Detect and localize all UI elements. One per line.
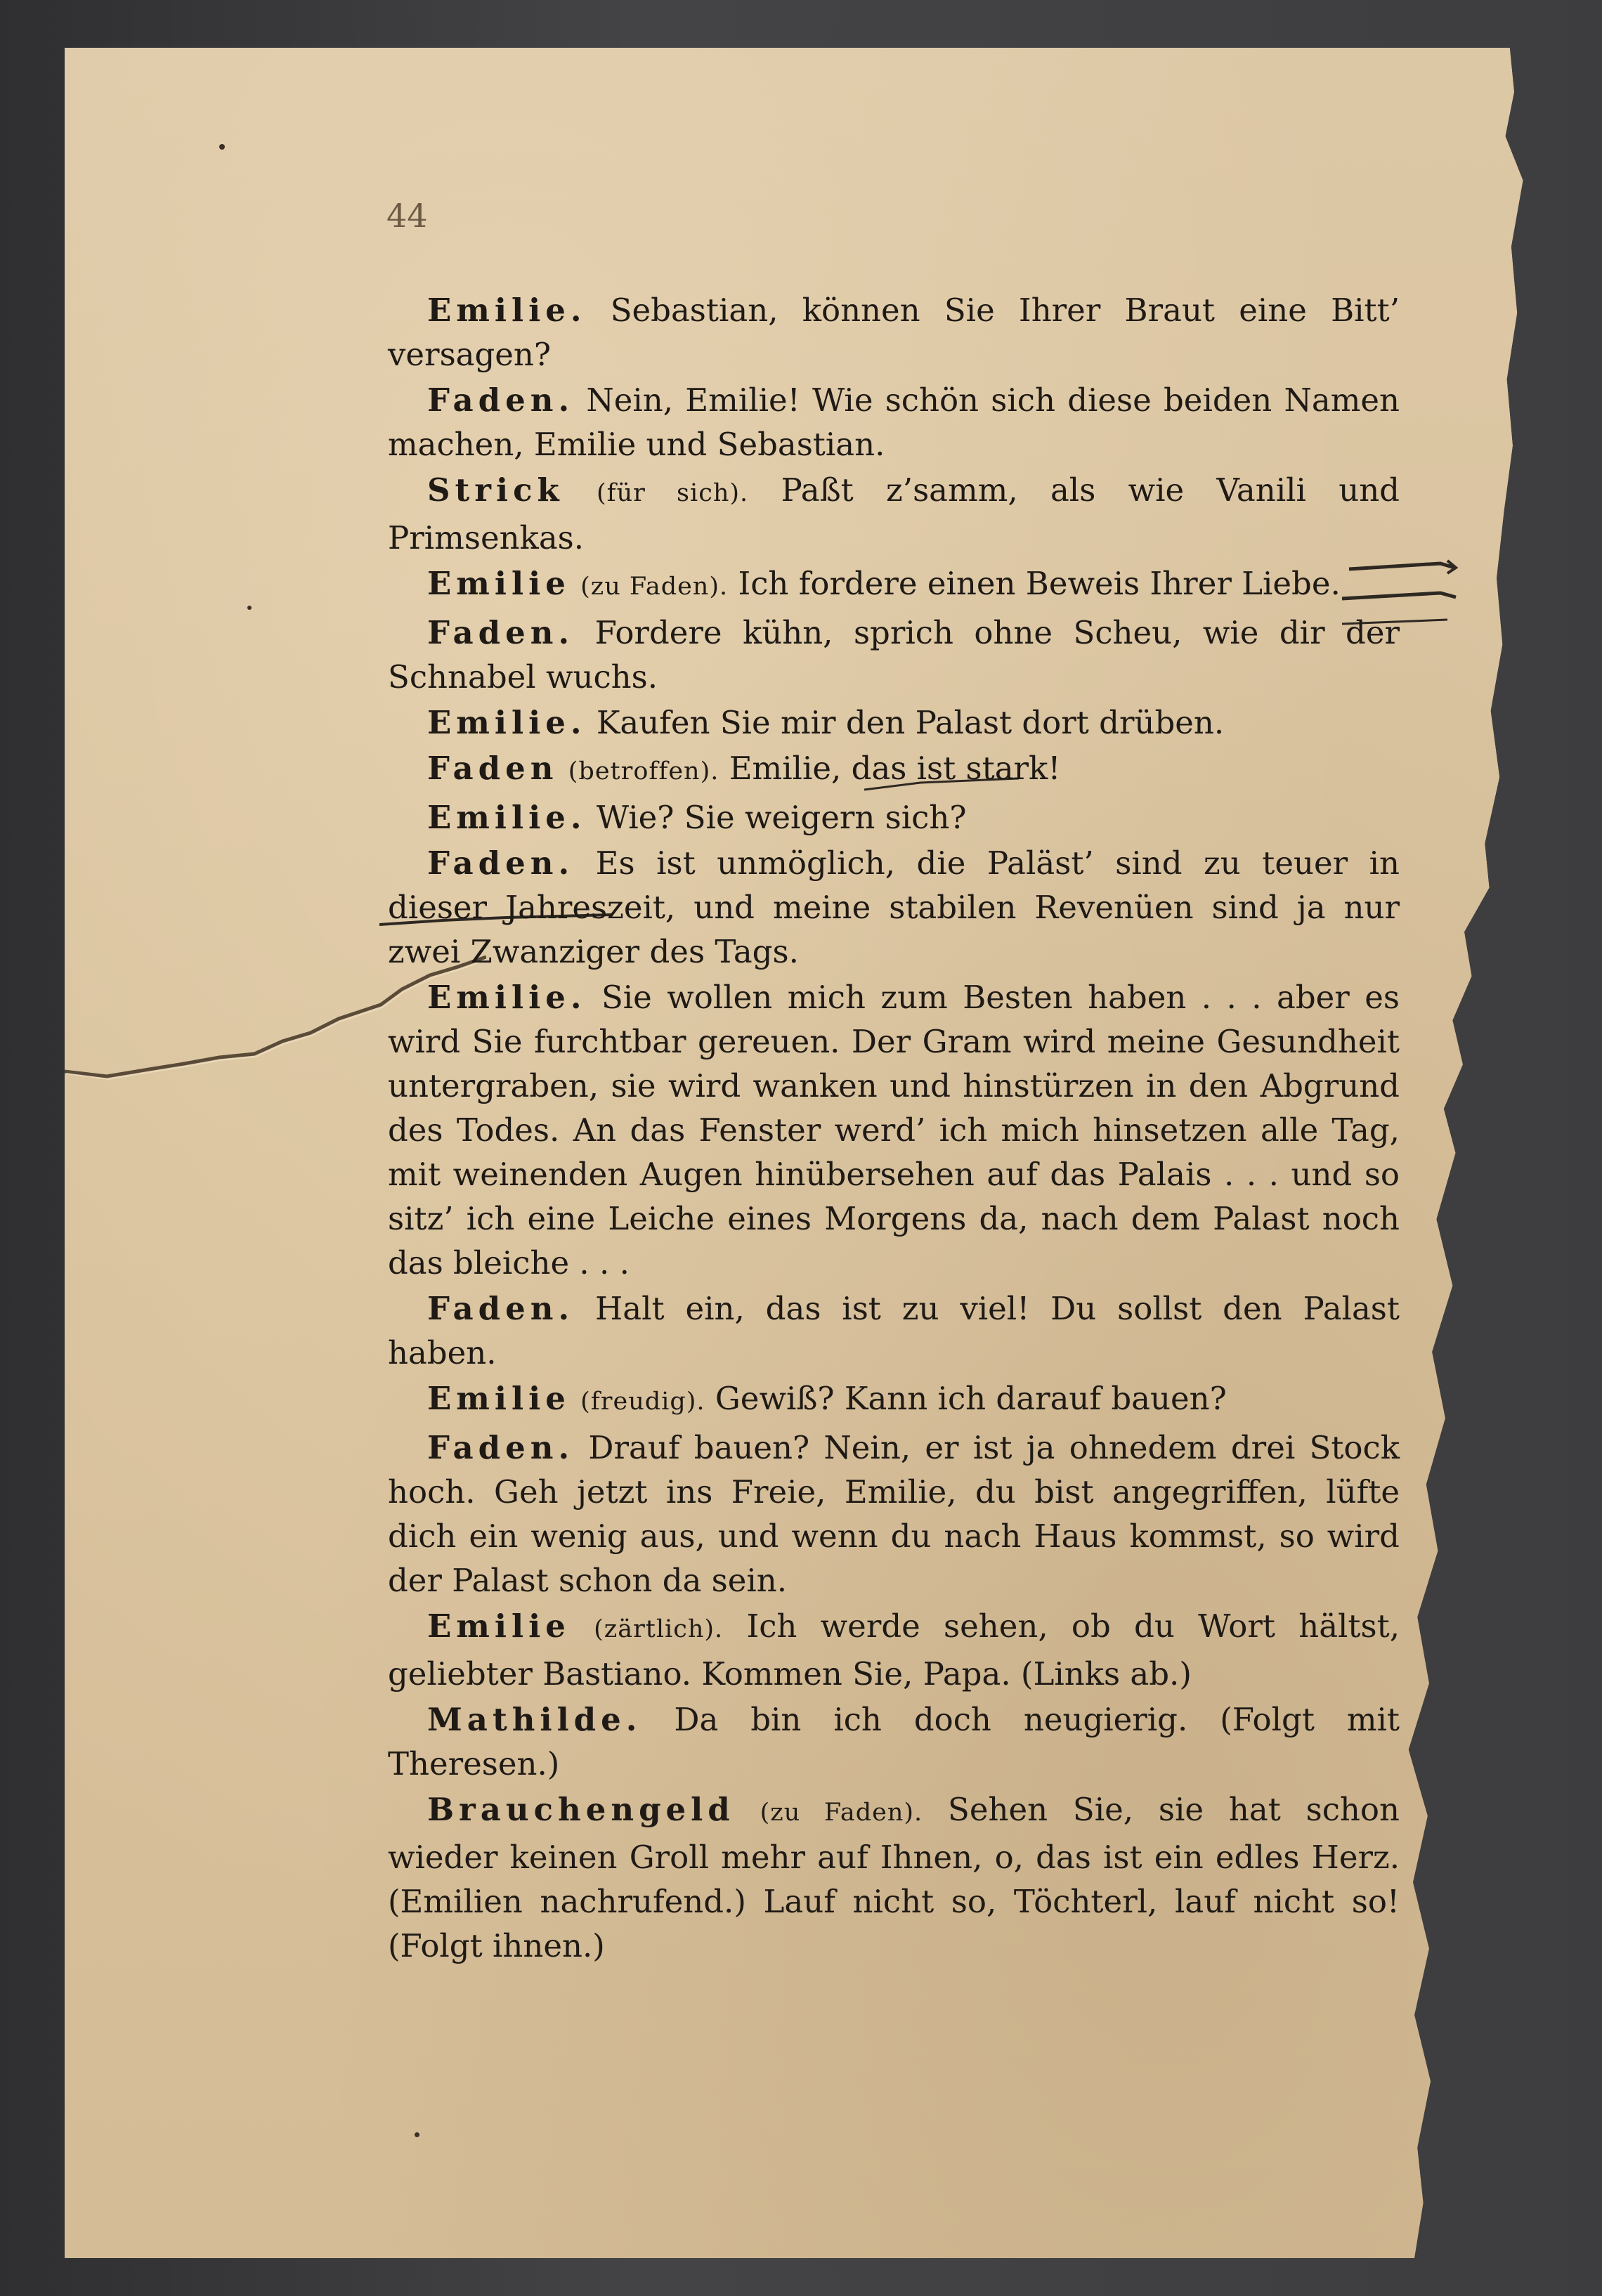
dialogue-text: Sehen Sie, sie hat schon wieder keinen Groll mehr auf Ihnen, o, das ist ein edles Herz. (Emilien nachrufend.) Lauf nicht so, Töchterl, lauf nicht so! (Folgt ihnen.)	[388, 1791, 1400, 1964]
speaker-name: Faden.	[427, 614, 575, 651]
speaker-name: Faden	[427, 750, 559, 787]
dialogue-entry	[388, 1286, 1400, 1375]
speaker-name: Emilie	[427, 565, 571, 602]
dialogue-entry	[388, 841, 1400, 974]
dialogue-entry	[388, 378, 1400, 467]
dialogue-text: Paßt z’samm, als wie Vanili und Primsenkas.	[388, 471, 1400, 556]
dialogue-text: Sie wollen mich zum Besten haben . . . aber es wird Sie furchtbar gereuen. Der Gram wird meine Gesundheit untergraben, sie wird wanken und hinstürzen in den Abgrund des Todes. An das Fenster werd’ ich mich hinsetzen alle Tag, mit weinenden Augen hinübersehen auf das Palais . . . und so sitz’ ich eine Leiche eines Morgens da, nach dem Palast noch das bleiche . . .	[388, 979, 1400, 1281]
speaker-name: Faden.	[427, 844, 575, 882]
play-dialogue	[388, 288, 1400, 1968]
dialogue-text: Kaufen Sie mir den Palast dort drüben.	[596, 704, 1225, 741]
dialogue-text: Sebastian, können Sie Ihrer Braut eine Bitt’ versagen?	[388, 292, 1400, 373]
dialogue-text: Da bin ich doch neugierig. (Folgt mit Theresen.)	[388, 1701, 1400, 1782]
ink-speck	[415, 2132, 419, 2137]
dialogue-entry	[388, 975, 1400, 1285]
dialogue-entry	[388, 700, 1400, 745]
dialogue-text: Ich fordere einen Beweis Ihrer Liebe.	[738, 565, 1341, 602]
dialogue-entry	[388, 561, 1400, 609]
speaker-name: Emilie.	[427, 979, 587, 1016]
dialogue-entry	[388, 1376, 1400, 1424]
ink-speck	[219, 144, 225, 150]
stage-direction: (für sich).	[597, 479, 749, 507]
dialogue-entry	[388, 746, 1400, 794]
speaker-name: Strick	[427, 471, 564, 509]
dialogue-entry	[388, 288, 1400, 377]
dialogue-text: Es ist unmöglich, die Paläst’ sind zu teuer in dieser Jahreszeit, und meine stabilen Revenüen sind ja nur zwei Zwanziger des Tags.	[388, 844, 1400, 970]
speaker-name: Faden.	[427, 381, 575, 419]
speaker-name: Faden.	[427, 1290, 575, 1327]
dialogue-entry	[388, 795, 1400, 840]
stage-direction: (zu Faden).	[760, 1799, 923, 1827]
dialogue-entry	[388, 611, 1400, 699]
speaker-name: Emilie	[427, 1380, 571, 1417]
speaker-name: Emilie.	[427, 292, 587, 329]
speaker-name: Mathilde.	[427, 1701, 642, 1738]
ink-speck	[247, 606, 252, 610]
dialogue-entry	[388, 468, 1400, 560]
dialogue-text: Drauf bauen? Nein, er ist ja ohnedem drei Stock hoch. Geh jetzt ins Freie, Emilie, du bist angegriffen, lüfte dich ein wenig aus, und wenn du nach Haus kommst, so wird der Palast schon da sein.	[388, 1429, 1400, 1599]
speaker-name: Emilie	[427, 1607, 571, 1645]
speaker-name: Brauchengeld	[427, 1791, 735, 1828]
speaker-name: Emilie.	[427, 799, 587, 836]
dialogue-text: Wie? Sie weigern sich?	[596, 799, 967, 836]
page-number: 44	[386, 197, 428, 235]
dialogue-entry	[388, 1697, 1400, 1786]
dialogue-text: Halt ein, das ist zu viel! Du sollst den Palast haben.	[388, 1290, 1400, 1371]
dialogue-entry	[388, 1787, 1400, 1968]
dialogue-text: Gewiß? Kann ich darauf bauen?	[715, 1380, 1227, 1417]
speaker-name: Faden.	[427, 1429, 575, 1466]
dialogue-text: Ich werde sehen, ob du Wort hältst, geliebter Bastiano. Kommen Sie, Papa. (Links ab.)	[388, 1607, 1400, 1692]
dialogue-text: Emilie, das ist stark!	[729, 750, 1061, 787]
dialogue-text: Nein, Emilie! Wie schön sich diese beiden Namen machen, Emilie und Sebastian.	[388, 381, 1400, 463]
stage-direction: (freudig).	[580, 1388, 705, 1416]
dialogue-entry	[388, 1426, 1400, 1603]
dialogue-entry	[388, 1604, 1400, 1696]
dialogue-text: Fordere kühn, sprich ohne Scheu, wie dir der Schnabel wuchs.	[388, 614, 1400, 696]
stage-direction: (zu Faden).	[580, 573, 729, 601]
speaker-name: Emilie.	[427, 704, 587, 741]
stage-direction: (betroffen).	[568, 757, 719, 785]
stage-direction: (zärtlich).	[594, 1615, 724, 1643]
